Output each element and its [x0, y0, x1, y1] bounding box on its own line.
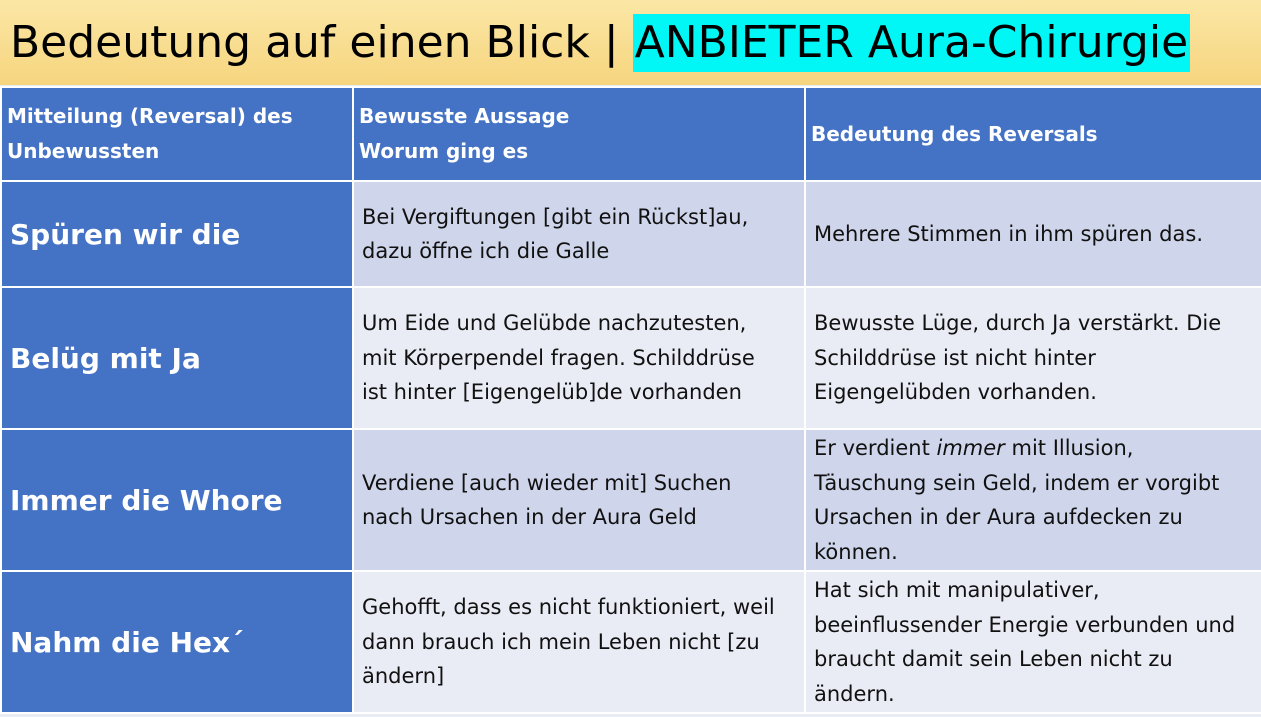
- header-reversal: [1, 87, 353, 181]
- statement-line: Um Eide und Gelübde nachzutesten,: [362, 311, 747, 336]
- header-reversal-line-1: Mitteilung (Reversal) des: [7, 104, 293, 128]
- reversal-cell: Immer die Whore: [1, 429, 353, 571]
- meaning-emphasis: immer: [936, 436, 1005, 460]
- meaning-cell: [805, 181, 1261, 287]
- table-row: [1, 429, 1261, 571]
- statement-line: ändern]: [362, 664, 445, 689]
- statement-line: Bei Vergiftungen [gibt ein Rückst]au,: [362, 204, 749, 229]
- title-main: Bedeutung auf einen Blick |: [10, 17, 619, 68]
- meaning-cell: [805, 429, 1261, 571]
- meaning-line: braucht damit sein Leben nicht zu: [814, 647, 1173, 671]
- statement-cell: [353, 429, 805, 571]
- statement-line: dazu öffne ich die Galle: [362, 239, 610, 263]
- statement-line: mit Körperpendel fragen. Schilddrüse: [362, 345, 755, 370]
- table-row: [1, 181, 1261, 287]
- meaning-cell: [805, 287, 1261, 429]
- reversal-cell: Belüg mit Ja: [1, 287, 353, 429]
- title-band: [0, 0, 1261, 85]
- statement-line: Verdiene [auch wieder mit] Suchen: [362, 470, 732, 495]
- meaning-prefix: Er verdient: [814, 436, 937, 460]
- statement-line: nach Ursachen in der Aura Geld: [362, 505, 697, 529]
- meaning-line: ändern.: [814, 681, 895, 706]
- meaning-line: Bewusste Lüge, durch Ja verstärkt. Die: [814, 311, 1222, 336]
- header-statement-line-1: Bewusste Aussage: [359, 104, 570, 128]
- reversal-cell: Nahm die Hex´: [1, 571, 353, 713]
- meaning-line: Hat sich mit manipulativer,: [814, 578, 1100, 602]
- meaning-line: Eigengelübden vorhanden.: [814, 380, 1097, 405]
- statement-cell: [353, 571, 805, 713]
- header-meaning-line-1: Bedeutung des Reversals: [811, 121, 1098, 146]
- meaning-line: beeinflussender Energie verbunden und: [814, 612, 1236, 637]
- statement-line: dann brauch ich mein Leben nicht [zu: [362, 629, 760, 654]
- page-title: [10, 14, 1190, 72]
- header-meaning: [805, 87, 1261, 181]
- header-reversal-line-2: Unbewussten: [7, 139, 160, 163]
- title-highlight: ANBIETER Aura-Chirurgie: [633, 14, 1190, 72]
- meaning-line: Ursachen in der Aura aufdecken zu: [814, 505, 1183, 529]
- statement-line: ist hinter [Eigengelüb]de vorhanden: [362, 380, 742, 405]
- statement-cell: [353, 287, 805, 429]
- meaning-line: Täuschung sein Geld, indem er vorgibt: [814, 470, 1220, 495]
- reversal-table: [0, 86, 1261, 714]
- statement-line: Gehofft, dass es nicht funktioniert, weil: [362, 595, 775, 620]
- header-statement: [353, 87, 805, 181]
- header-statement-line-2: Worum ging es: [359, 139, 529, 163]
- table-row: [1, 571, 1261, 713]
- meaning-line: können.: [814, 539, 898, 564]
- table-row: [1, 287, 1261, 429]
- meaning-cell: [805, 571, 1261, 713]
- table-header-row: [1, 87, 1261, 181]
- meaning-line-first: [814, 431, 1253, 466]
- reversal-cell: Spüren wir die: [1, 181, 353, 287]
- statement-cell: [353, 181, 805, 287]
- meaning-suffix: mit Illusion,: [1004, 436, 1134, 460]
- meaning-line: Mehrere Stimmen in ihm spüren das.: [814, 221, 1203, 246]
- meaning-line: Schilddrüse ist nicht hinter: [814, 345, 1096, 370]
